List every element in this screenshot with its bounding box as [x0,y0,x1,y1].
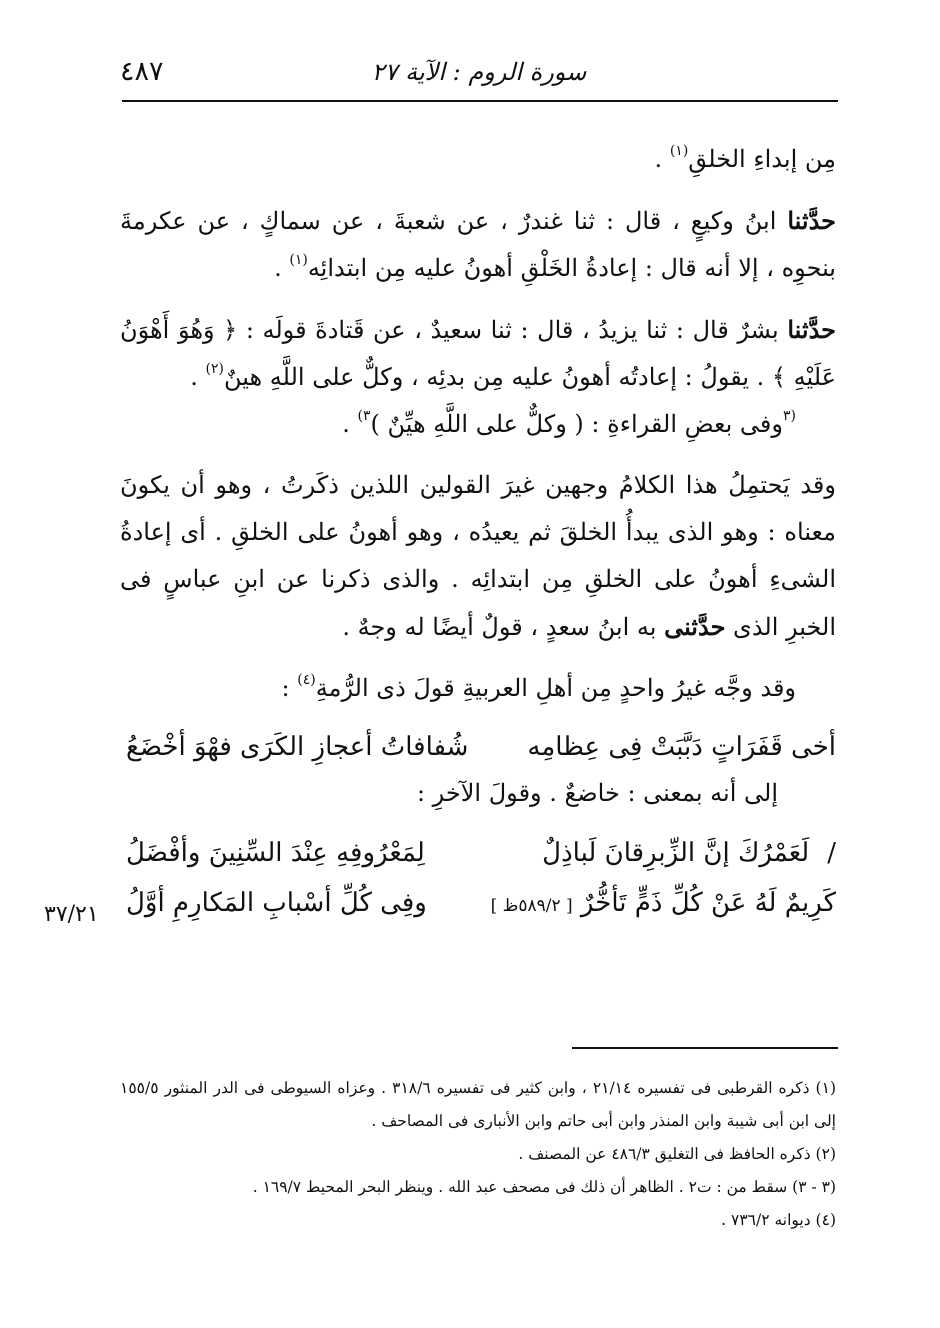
paragraph: إلى أنه بمعنى : خاضعٌ . وقولَ الآخرِ : [416,779,778,807]
paragraph: مِن إبداءِ الخلقِ$^{(١)}$ . [654,143,836,173]
footnote-ref: (٣ [783,408,796,424]
margin-reference: ٣٧/٢١ [44,902,99,927]
footnote-ref: (٢) [205,361,224,377]
poem-verse [126,878,836,931]
page-break-marker: / [827,838,836,868]
paragraph: حدَّثنا ابنُ وكيعٍ ، قال : ثنا غندرٌ ، عن شعبةَ ، عن سماكٍ ، عن عكرمةَ بنحوِه ، إلا أنه قال : إعادةُ الخَلْقِ أهونُ عليه مِن ابتدائِه$^{(١)}$ . [120,206,836,282]
paragraph: $^{(٣}$وفى بعضِ القراءةِ : ( وكلٌّ على اللَّهِ هيِّنٌ )$^{٣)}$ . [342,408,796,438]
footnote: (٤) ديوانه ٧٣٦/٢ . [721,1211,836,1229]
footnote-ref: (١) [289,252,308,268]
verse-first-hemistich: أخى قَفَرَاتٍ دَبَّبَتْ فِى عِظامِه [527,732,836,762]
verse-second-hemistich: وفِى كُلِّ أسْبابِ المَكارِمِ أوَّلُ [126,888,427,918]
paragraph: حدَّثنا بشرٌ قال : ثنا يزيدُ ، قال : ثنا سعيدٌ ، عن قَتادةَ قولَه : ﴿ وَهُوَ أَهْوَنُ عَلَيْهِ ﴾ . يقولُ : إعادتُه أهونُ عليه مِن بدئِه ، وكلٌّ على اللَّهِ هينٌ$^{(٢)}$ . [120,315,836,391]
poem-verse [126,828,836,878]
poem-verse [126,722,836,772]
footnote-ref: (١) [669,143,689,159]
verse-second-hemistich: لِمَعْرُوفِهِ عِنْدَ السِّنِينَ وأفْضَلُ [126,838,425,868]
header-divider [122,100,838,102]
footnote-ref: ٣) [357,408,371,424]
running-title: سورة الروم : الآية ٢٧ [371,58,587,86]
footnote-ref: (٤) [297,672,316,688]
paragraph: وقد يَحتمِلُ هذا الكلامُ وجهين غيرَ القولين اللذين ذكَرتُ ، وهو أن يكونَ معناه : وهو الذى يبدأُ الخلقَ ثم يعيدُه ، وهو أهونُ على الخلقِ . أى إعادةُ الشىءِ أهونُ على الخلقِ مِن ابتدائِه . والذى ذكرنا عن ابنِ عباسٍ فى الخبرِ الذى حدَّثنى به ابنُ سعدٍ ، قولٌ أيضًا له وجهٌ . [120,471,836,641]
manuscript-folio-ref: [ ٥٨٩/٢ظ ] [490,896,573,916]
footnotes [120,1072,836,1237]
paragraph: وقد وجَّه غيرُ واحدٍ مِن أهلِ العربيةِ قولَ ذى الرُّمةِ$^{(٤)}$ : [281,672,796,702]
isnad-keyword: حدَّثنا [787,206,836,235]
footnote-divider [572,1047,838,1049]
verse-first-hemistich: كَرِيمٌ لَهُ عَنْ كُلِّ ذَمٍّ تَأخُّرٌ [ ٥٨٩/٢ظ ] [490,888,836,918]
footnote: (٣ - ٣) سقط من : ت٢ . الظاهر أن ذلك فى مصحف عبد الله . وينظر البحر المحيط ١٦٩/٧ . [252,1178,836,1196]
verse-second-hemistich: شُفافاتُ أعجازِ الكَرَى فهْوَ أخْضَعُ [126,732,469,762]
page-header [120,52,838,92]
isnad-keyword: حدَّثنا [787,315,836,344]
quran-quote: ﴿ وَهُوَ أَهْوَنُ عَلَيْهِ ﴾ [120,316,836,391]
footnote: (٢) ذكره الحافظ فى التغليق ٤٨٦/٣ عن المصنف . [518,1145,836,1163]
isnad-keyword: حدَّثنى [664,612,726,641]
main-text [120,136,836,931]
footnote: (١) ذكره القرطبى فى تفسيره ٢١/١٤ ، وابن كثير فى تفسيره ٣١٨/٦ . وعزاه السيوطى فى الدر المنثور ١٥٥/٥ إلى ابن أبى شيبة وابن المنذر وابن أبى حاتم وابن الأنبارى فى المصاحف . [120,1079,836,1130]
page-number: ٤٨٧ [120,56,164,87]
verse-first-hemistich: /لَعَمْرُكَ إنَّ الزِّبرِقانَ لَباذِلٌ [542,838,836,868]
